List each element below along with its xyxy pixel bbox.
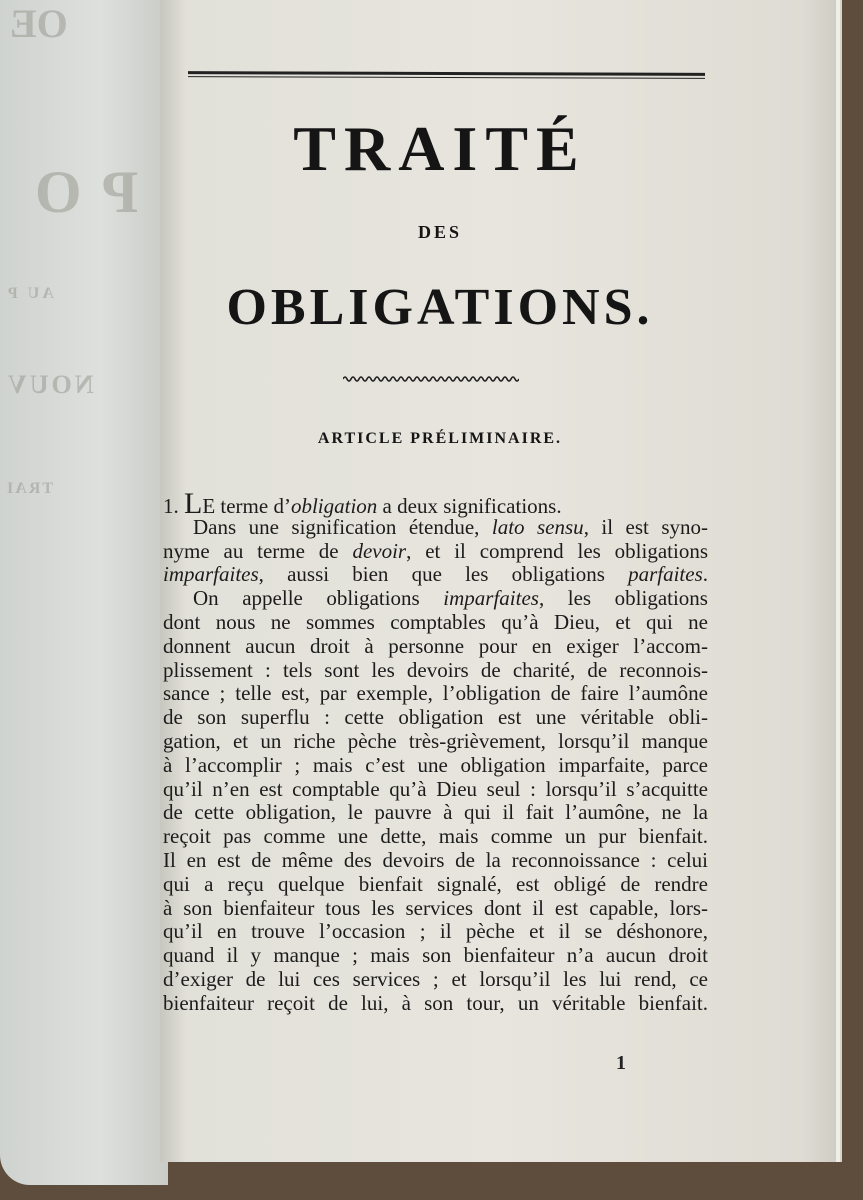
text-segment: dont nous ne sommes comptables qu’à Dieu, et qui ne bbox=[163, 609, 708, 634]
text-segment: plissement : tels sont les devoirs de charité, de reconnois- bbox=[163, 657, 708, 682]
italic-text: parfaites bbox=[628, 562, 703, 587]
italic-text: lato sensu bbox=[491, 514, 584, 539]
text-line bbox=[163, 706, 708, 730]
text-segment: gation, et un riche pèche très-grièvement, lorsqu’il manque bbox=[163, 728, 708, 753]
wavy-ornament-rule bbox=[343, 375, 519, 383]
text-segment: qu’il en trouve l’occasion ; il pèche et il se déshonore, bbox=[163, 919, 708, 944]
text-segment: , et il comprend les obligations bbox=[406, 538, 708, 563]
text-line bbox=[163, 825, 708, 849]
text-line bbox=[163, 611, 708, 635]
text-line bbox=[163, 587, 708, 611]
section-heading: ARTICLE PRÉLIMINAIRE. bbox=[317, 430, 563, 447]
text-line bbox=[163, 487, 708, 520]
text-segment: , il est syno- bbox=[583, 514, 708, 539]
text-segment: , les obligations bbox=[538, 586, 708, 611]
text-line bbox=[163, 540, 708, 564]
text-segment: 1. bbox=[163, 494, 184, 518]
text-line bbox=[163, 516, 708, 540]
show-through-text: AU P bbox=[5, 285, 54, 302]
text-line bbox=[163, 897, 708, 921]
text-segment: de son superflu : cette obligation est une véritable obli- bbox=[163, 705, 708, 730]
text-line bbox=[163, 754, 708, 778]
text-segment: nyme au terme de bbox=[163, 538, 353, 563]
text-line bbox=[163, 563, 708, 587]
text-segment: sance ; telle est, par exemple, l’obligation de faire l’aumône bbox=[163, 681, 708, 706]
text-line bbox=[163, 659, 708, 683]
text-line bbox=[163, 920, 708, 944]
text-segment: Dans une signification étendue, bbox=[193, 514, 492, 539]
text-segment: a deux significations. bbox=[377, 494, 562, 518]
show-through-text: TRAI bbox=[5, 480, 54, 497]
show-through-text: OE bbox=[10, 1, 68, 46]
text-line bbox=[163, 801, 708, 825]
text-line bbox=[163, 992, 708, 1016]
text-segment: L bbox=[184, 487, 203, 520]
text-line bbox=[163, 778, 708, 802]
page-title: TRAITÉ bbox=[293, 113, 587, 184]
text-segment: , aussi bien que les obligations bbox=[258, 562, 629, 587]
text-line bbox=[163, 635, 708, 659]
text-line bbox=[163, 873, 708, 897]
italic-text: devoir bbox=[352, 538, 407, 563]
text-segment: Il en est de même des devoirs de la reconnoissance : celui bbox=[163, 847, 708, 872]
italic-text: imparfaites bbox=[443, 586, 539, 611]
body-text bbox=[163, 487, 708, 1016]
text-segment: qui a reçu quelque bienfait signalé, est obligé de rendre bbox=[163, 871, 708, 896]
italic-text: imparfaites bbox=[163, 562, 259, 587]
text-segment: bienfaiteur reçoit de lui, à son tour, un véritable bienfait. bbox=[163, 990, 708, 1015]
text-line bbox=[163, 730, 708, 754]
title-des: DES bbox=[417, 222, 462, 242]
page-number: 1 bbox=[616, 1052, 626, 1074]
text-line bbox=[163, 944, 708, 968]
text-segment: reçoit pas comme une dette, mais comme un pur bienfait. bbox=[163, 824, 708, 849]
text-segment: qu’il n’en est comptable qu’à Dieu seul : lorsqu’il s’acquitte bbox=[163, 776, 708, 801]
text-segment: E terme d’ bbox=[202, 494, 291, 518]
italic-text: obligation bbox=[290, 494, 378, 518]
show-through-text: NOUV bbox=[5, 370, 94, 399]
text-line bbox=[163, 968, 708, 992]
text-segment: donnent aucun droit à personne pour en exiger l’accom- bbox=[163, 633, 708, 658]
show-through-text: PO bbox=[15, 159, 139, 225]
text-segment: de cette obligation, le pauvre à qui il fait l’aumône, ne la bbox=[163, 800, 708, 825]
text-segment: . bbox=[702, 562, 708, 587]
text-segment: à l’accomplir ; mais c’est une obligation imparfaite, parce bbox=[163, 752, 708, 777]
text-line bbox=[163, 849, 708, 873]
text-line bbox=[163, 682, 708, 706]
text-segment: On appelle obligations bbox=[193, 586, 444, 611]
page-subtitle: OBLIGATIONS. bbox=[226, 279, 654, 336]
text-segment: d’exiger de lui ces services ; et lorsqu’il les lui rend, ce bbox=[163, 966, 708, 991]
facing-left-page bbox=[0, 0, 168, 1185]
text-segment: quand il y manque ; mais son bienfaiteur n’a aucun droit bbox=[163, 943, 708, 968]
text-segment: à son bienfaiteur tous les services dont il est capable, lors- bbox=[163, 895, 708, 920]
